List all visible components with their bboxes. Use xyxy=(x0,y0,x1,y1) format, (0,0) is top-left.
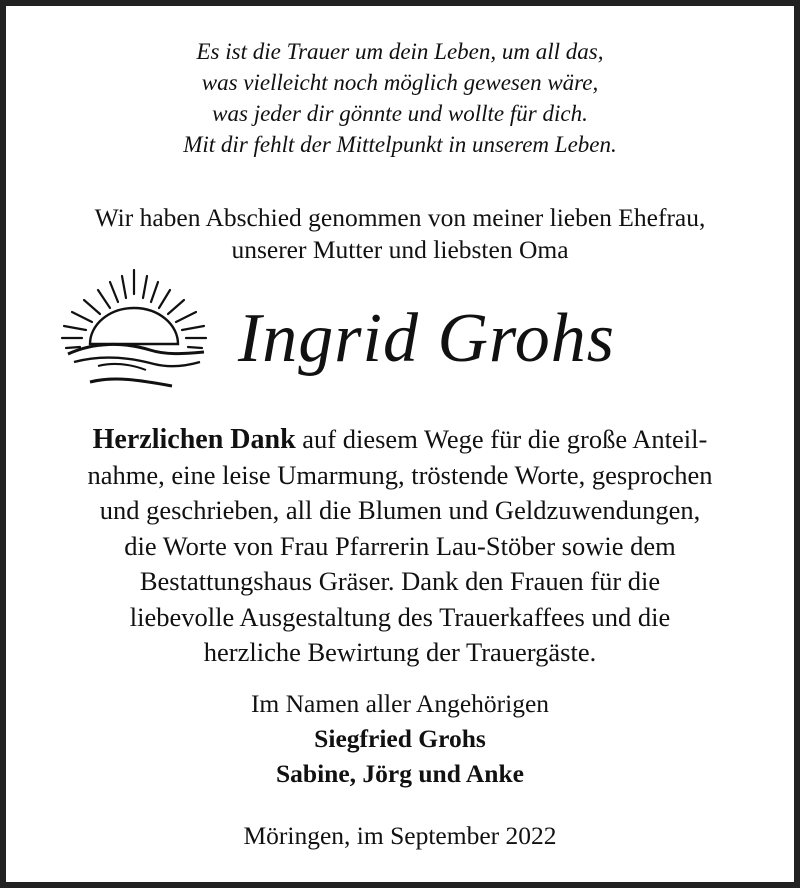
place-date: Möringen, im September 2022 xyxy=(243,821,557,850)
thanks-line-text: auf diesem Wege für die große Anteil- xyxy=(295,424,708,454)
thanks-line xyxy=(6,422,794,458)
signature-name: Siegfried Grohs xyxy=(314,724,486,753)
deceased-name: Ingrid Grohs xyxy=(238,300,615,377)
poem-line: was vielleicht noch möglich gewesen wäre, xyxy=(201,70,599,95)
intro-line: unserer Mutter und liebsten Oma xyxy=(231,235,569,264)
poem-line: Mit dir fehlt der Mittelpunkt in unserem Leben. xyxy=(183,132,617,157)
poem-line: Es ist die Trauer um dein Leben, um all das, xyxy=(196,39,604,64)
poem xyxy=(6,36,794,160)
thanks-line: und geschrieben, all die Blumen und Geldzuwendungen, xyxy=(99,495,701,525)
signature-block xyxy=(6,686,794,791)
sunset-icon xyxy=(54,258,214,398)
thanks-line: nahme, eine leise Umarmung, tröstende Worte, gesprochen xyxy=(87,459,713,490)
intro-text xyxy=(6,202,794,266)
thanks-line: liebevolle Ausgestaltung des Trauerkaffees und die xyxy=(129,601,671,632)
thanks-line: die Worte von Frau Pfarrerin Lau-Stöber sowie dem xyxy=(124,530,676,561)
thanks-text xyxy=(6,422,794,671)
thanks-line: herzliche Bewirtung der Trauergäste. xyxy=(203,637,597,667)
intro-line: Wir haben Abschied genommen von meiner lieben Ehefrau, xyxy=(94,203,706,232)
signature-intro: Im Namen aller Angehörigen xyxy=(250,689,550,718)
thanks-line: Bestattungshaus Gräser. Dank den Frauen für die xyxy=(139,566,661,596)
thanks-lead: Herzlichen Dank xyxy=(92,424,296,455)
signature-name: Sabine, Jörg und Anke xyxy=(275,759,524,788)
poem-line: was jeder dir gönnte und wollte für dich. xyxy=(212,101,588,126)
obituary-notice xyxy=(6,6,794,882)
